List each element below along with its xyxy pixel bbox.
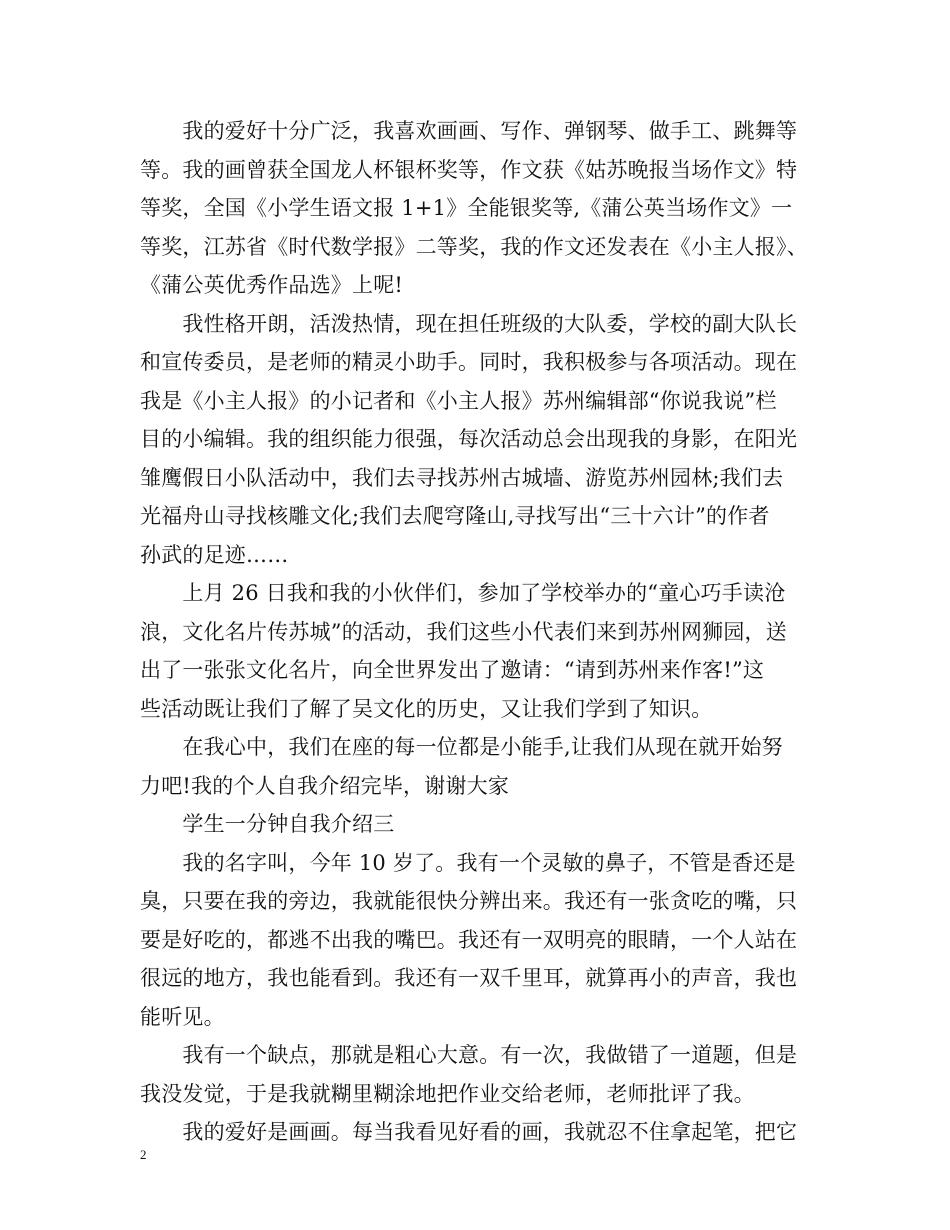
section-heading: 学生一分钟自我介绍三 (140, 812, 395, 836)
text-line: 浪，文化名片传苏城”的活动，我们这些小代表们来到苏州网狮园，送 (140, 619, 787, 644)
document-body (140, 112, 820, 1152)
text-line: 要是好吃的，都逃不出我的嘴巴。我还有一双明亮的眼睛，一个人站在 (140, 927, 798, 952)
text-line: 我的爱好是画画。每当我看见好看的画，我就忍不住拿起笔，把它 (140, 1120, 798, 1144)
text-line: 能听见。 (140, 1004, 225, 1029)
text-line: 雏鹰假日小队活动中，我们去寻找苏州古城墙、游览苏州园林;我们去 (140, 465, 784, 490)
text-line: 我的名字叫，今年 10 岁了。我有一个灵敏的鼻子，不管是香还是 (140, 850, 796, 875)
text-line: 等奖，全国《小学生语文报 1+1》全能银奖等,《蒲公英当场作文》一 (140, 196, 793, 220)
text-line: 和宣传委员，是老师的精灵小助手。同时，我积极参与各项活动。现在 (140, 350, 798, 374)
text-line: 力吧!我的个人自我介绍完毕，谢谢大家 (140, 773, 510, 798)
text-line: 我性格开朗，活泼热情，现在担任班级的大队委，学校的副大队长 (140, 311, 798, 336)
text-line: 目的小编辑。我的组织能力很强，每次活动总会出现我的身影，在阳光 (140, 427, 798, 451)
text-line: 我没发觉，于是我就糊里糊涂地把作业交给老师，老师批评了我。 (140, 1081, 755, 1106)
page-number: 2 (140, 1147, 147, 1162)
text-line: 等奖，江苏省《时代数学报》二等奖，我的作文还发表在《小主人报》、 (140, 234, 808, 259)
text-line: 些活动既让我们了解了吴文化的历史，又让我们学到了知识。 (140, 696, 713, 721)
text-line: 《蒲公英优秀作品选》上呢! (140, 273, 404, 297)
text-line: 上月 26 日我和我的小伙伴们，参加了学校举办的“童心巧手读沧 (140, 581, 786, 605)
text-line: 孙武的足迹…… (140, 542, 289, 567)
text-line: 很远的地方，我也能看到。我还有一双千里耳，就算再小的声音，我也 (140, 966, 798, 990)
text-line: 在我心中，我们在座的每一位都是小能手,让我们从现在就开始努 (140, 735, 783, 759)
text-line: 出了一张张文化名片，向全世界发出了邀请：“请到苏州来作客!”这 (140, 658, 765, 682)
text-line: 我有一个缺点，那就是粗心大意。有一次，我做错了一道题，但是 (140, 1043, 798, 1067)
text-line: 我是《小主人报》的小记者和《小主人报》苏州编辑部“你说我说”栏 (140, 388, 777, 413)
text-line: 等。我的画曾获全国龙人杯银杯奖等，作文获《姑苏晚报当场作文》特 (140, 157, 798, 182)
text-line: 我的爱好十分广泛，我喜欢画画、写作、弹钢琴、做手工、跳舞等 (140, 119, 798, 143)
text-line: 臭，只要在我的旁边，我就能很快分辨出来。我还有一张贪吃的嘴，只 (140, 889, 798, 913)
text-line: 光福舟山寻找核雕文化;我们去爬穹隆山,寻找写出“三十六计”的作者 (140, 504, 770, 528)
